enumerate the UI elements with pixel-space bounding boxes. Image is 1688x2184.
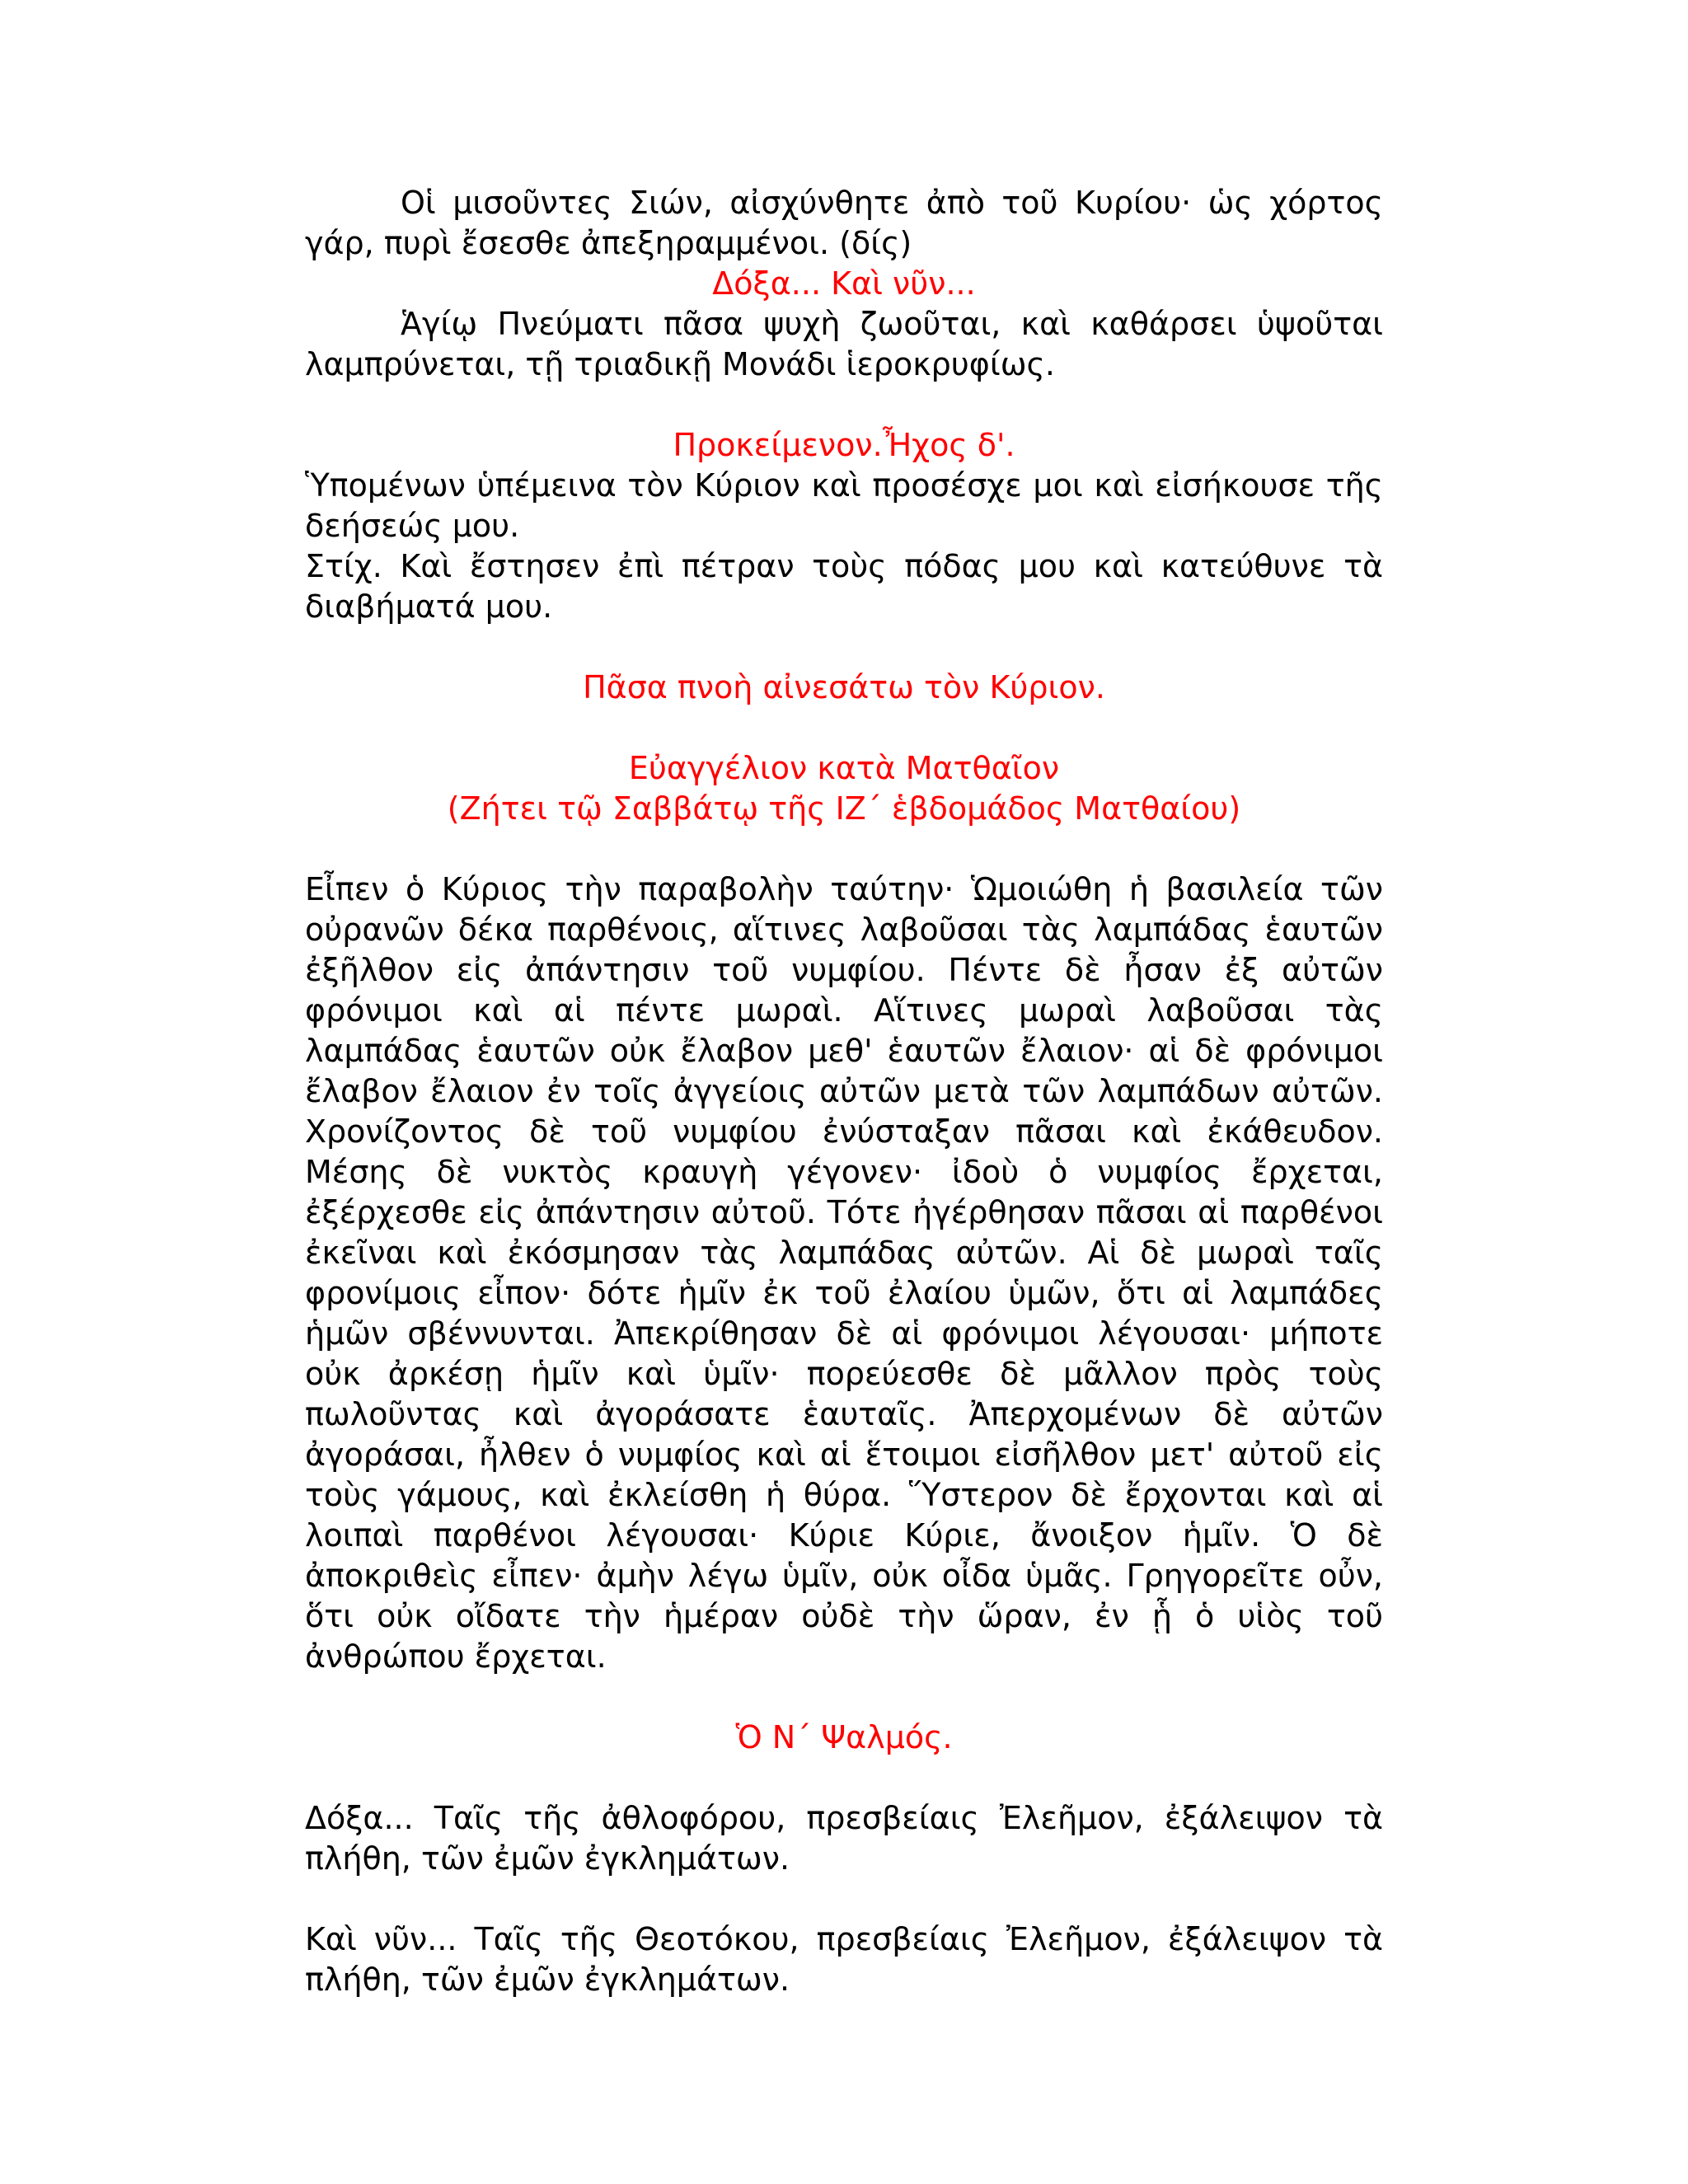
- gospel-text: Εἶπεν ὁ Κύριος τὴν παραβολὴν ταύτην· Ὡμοιώθη ἡ βασιλεία τῶν οὐρανῶν δέκα παρθένοις, αἵτινες λαβοῦσαι τὰς λαμπάδας ἑαυτῶν ἐξῆλθον εἰς ἀπάντησιν τοῦ νυμφίου. Πέντε δὲ ἦσαν ἐξ αὐτῶν φρόνιμοι καὶ αἱ πέντε μωραὶ. Αἵτινες μωραὶ λαβοῦσαι τὰς λαμπάδας ἑαυτῶν οὐκ ἔλαβον μεθ' ἑαυτῶν ἔλαιον· αἱ δὲ φρόνιμοι ἔλαβον ἔλαιον ἐν τοῖς ἀγγείοις αὐτῶν μετὰ τῶν λαμπάδων αὐτῶν. Χρονίζοντος δὲ τοῦ νυμφίου ἐνύσταξαν πᾶσαι καὶ ἐκάθευδον. Μέσης δὲ νυκτὸς κραυγὴ γέγονεν· ἰδοὺ ὁ νυμφίος ἔρχεται, ἐξέρχεσθε εἰς ἀπάντησιν αὐτοῦ. Τότε ἠγέρθησαν πᾶσαι αἱ παρθένοι ἐκεῖναι καὶ ἐκόσμησαν τὰς λαμπάδας αὐτῶν. Αἱ δὲ μωραὶ ταῖς φρονίμοις εἶπον· δότε ἡμῖν ἐκ τοῦ ἐλαίου ὑμῶν, ὅτι αἱ λαμπάδες ἡμῶν σβέννυνται. Ἀπεκρίθησαν δὲ αἱ φρόνιμοι λέγουσαι· μήποτε οὐκ ἀρκέσῃ ἡμῖν καὶ ὑμῖν· πορεύεσθε δὲ μᾶλλον πρὸς τοὺς πωλοῦντας καὶ ἀγοράσατε ἑαυταῖς. Ἀπερχομένων δὲ αὐτῶν ἀγοράσαι, ἦλθεν ὁ νυμφίος καὶ αἱ ἕτοιμοι εἰσῆλθον μετ' αὐτοῦ εἰς τοὺς γάμους, καὶ ἐκλείσθη ἡ θύρα. Ὕστερον δὲ ἔρχονται καὶ αἱ λοιπαὶ παρθένοι λέγουσαι· Κύριε Κύριε, ἄνοιξον ἡμῖν. Ὁ δὲ ἀποκριθεὶς εἶπεν· ἀμὴν λέγω ὑμῖν, οὐκ οἶδα ὑμᾶς. Γρηγορεῖτε οὖν, ὅτι οὐκ οἴδατε τὴν ἡμέραν οὐδὲ τὴν ὥραν, ἐν ᾗ ὁ υἱὸς τοῦ ἀνθρώπου ἔρχεται.: [305, 871, 1383, 1675]
- doxa-troparion: Δόξα... Ταῖς τῆς ἀθλοφόρου, πρεσβείαις Ἐλεῆμον, ἐξάλειψον τὰ πλήθη, τῶν ἐμῶν ἐγκλημάτων.: [305, 1800, 1383, 1877]
- psalm50-heading: Ὁ Ν΄ Ψαλμός.: [735, 1719, 953, 1755]
- gospel-subtitle: (Ζήτει τῷ Σαββάτῳ τῆς ΙΖ΄ ἑβδομάδος Ματθαίου): [447, 790, 1241, 827]
- spacer: [305, 1758, 1383, 1798]
- doxa-kai-nyn-rubric: Δόξα... Καὶ νῦν...: [712, 265, 976, 302]
- gospel-title: Εὐαγγέλιον κατὰ Ματθαῖον: [628, 750, 1060, 786]
- spacer: [305, 829, 1383, 869]
- stichos-text: Στίχ. Καὶ ἔστησεν ἐπὶ πέτραν τοὺς πόδας μου καὶ κατεύθυνε τὰ διαβήματά μου.: [305, 548, 1383, 625]
- spacer: [305, 1677, 1383, 1718]
- spacer: [305, 627, 1383, 668]
- psalm-verse: Οἱ μισοῦντες Σιών, αἰσχύνθητε ἀπὸ τοῦ Κυρίου· ὡς χόρτος γάρ, πυρὶ ἔσεσθε ἀπεξηραμμένοι. (δίς): [305, 185, 1383, 261]
- holy-spirit-verse: Ἁγίῳ Πνεύματι πᾶσα ψυχὴ ζωοῦται, καὶ καθάρσει ὑψοῦται λαμπρύνεται, τῇ τριαδικῇ Μονάδι ἱεροκρυφίως.: [305, 306, 1383, 382]
- spacer: [305, 1879, 1383, 1919]
- spacer: [305, 385, 1383, 425]
- spacer: [305, 708, 1383, 748]
- prokeimenon-text: Ὑπομένων ὑπέμεινα τὸν Κύριον καὶ προσέσχε μοι καὶ εἰσήκουσε τῆς δεήσεώς μου.: [305, 467, 1383, 544]
- prokeimenon-heading: Προκείμενον.Ἦχος δ'.: [673, 427, 1015, 463]
- kai-nyn-troparion: Καὶ νῦν... Ταῖς τῆς Θεοτόκου, πρεσβείαις Ἐλεῆμον, ἐξάλειψον τὰ πλήθη, τῶν ἐμῶν ἐγκλημάτων.: [305, 1921, 1383, 1998]
- document-page: [305, 183, 1383, 2000]
- pasa-pnoi-rubric: Πᾶσα πνοὴ αἰνεσάτω τὸν Κύριον.: [583, 669, 1105, 705]
